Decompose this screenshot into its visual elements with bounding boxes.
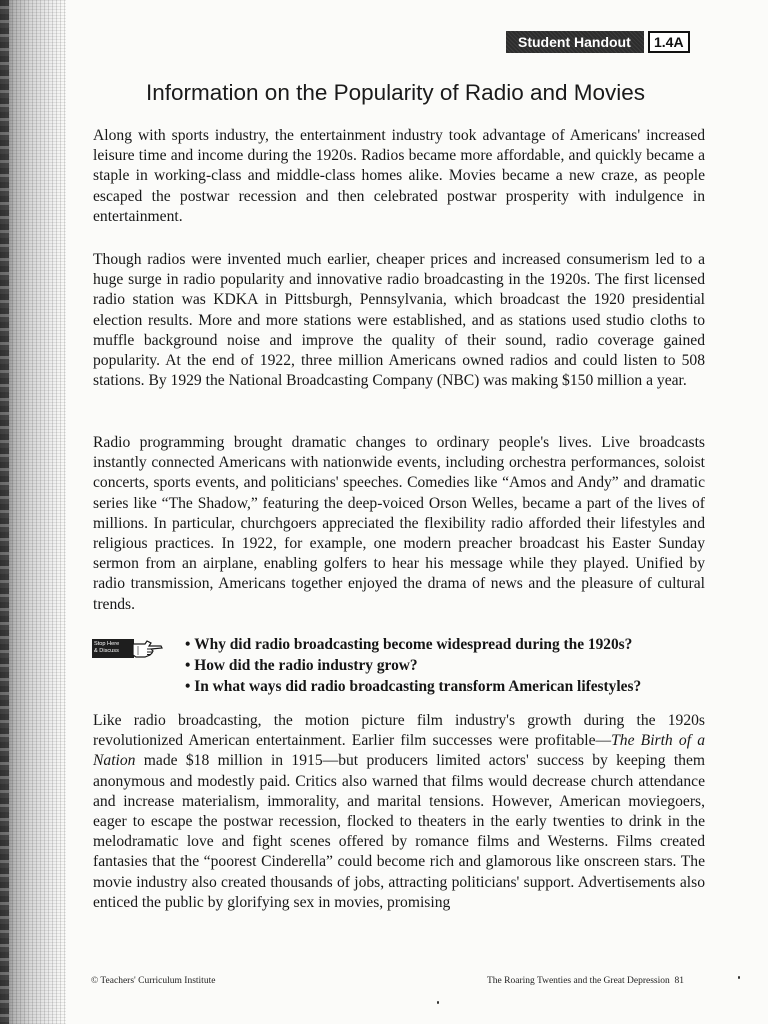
stop-and-discuss-badge: [92, 638, 164, 660]
scan-speck: [738, 976, 740, 979]
stop-badge-line2: & Discuss: [94, 647, 119, 654]
footer-book-title: The Roaring Twenties and the Great Depression: [487, 976, 670, 986]
footer-copyright: © Teachers' Curriculum Institute: [91, 976, 216, 986]
question-item: • How did the radio industry grow?: [185, 655, 641, 676]
paragraph-radio-programming: Radio programming brought dramatic changes to ordinary people's lives. Live broadcasts instantly connected Americans with nationwide events, including orchestra performances, soloist concerts, sports events, and politicians' speeches. Comedies like “Amos and Andy” and dramatic series like “The Shadow,” featuring the deep-voiced Orson Welles, became a part of the lives of millions. In particular, churchgoers appreciated the flexibility radio afforded their lifestyles and religious practices. In 1922, for example, one modern preacher broadcast his Easter Sunday sermon from an airplane, enabling golfers to hear his message while they played. Unified by radio transmission, Americans together enjoyed the drama of news and the pleasure of cultural trends.: [93, 434, 705, 613]
footer-book-info: [487, 976, 684, 986]
discussion-questions: [185, 634, 641, 697]
film-text-after: made $18 million in 1915—but producers limited actors' success by keeping them anonymous and modestly paid. Critics also warned that films would decrease church attendance and increase materialism, immorality, and marital tensions. However, American moviegoers, eager to escape the postwar recession, flocked to theaters in the early twenties to drink in the melodramatic love and fight scenes offered by romance films and Westerns. Films created fantasies that the “poorest Cinderella” could become rich and glamorous like onscreen stars. The movie industry also created thousands of jobs, attracting politicians' support. Advertisements also enticed the public by glorifying sex in movies, promising: [93, 752, 705, 911]
pointing-hand-icon: [132, 638, 164, 660]
question-item: • Why did radio broadcasting become widespread during the 1920s?: [185, 634, 641, 655]
scan-speck: [437, 1001, 439, 1004]
film-title: The Birth of a Nation: [93, 732, 705, 770]
paragraph-radio-history: Though radios were invented much earlier, cheaper prices and increased consumerism led to a huge surge in radio popularity and innovative radio broadcasting in the 1920s. The first licensed radio station was KDKA in Pittsburgh, Pennsylvania, which broadcast the 1920 presidential election results. More and more stations were established, and as stations used studio cloths to muffle background noise and improve the quality of their sound, radio coverage gained popularity. At the end of 1922, three million Americans owned radios and could listen to 508 stations. By 1929 the National Broadcasting Company (NBC) was making $150 million a year.: [93, 251, 705, 390]
stop-badge-line1: Stop Here: [94, 641, 120, 647]
binding-edge: [0, 0, 9, 1024]
footer-page-number: 81: [674, 976, 685, 986]
film-text-before: Like radio broadcasting, the motion picture film industry's growth during the 1920s revolutionized American entertainment. Earlier film successes were profitable—: [93, 712, 705, 750]
page-binding-shadow: [0, 0, 66, 1024]
handout-number: 1.4A: [648, 31, 690, 53]
stop-badge-label: [92, 639, 134, 658]
paragraph-intro: Along with sports industry, the entertainment industry took advantage of Americans' increased leisure time and income during the 1920s. Radios became more affordable, and quickly became a staple in working-class and middle-class homes alike. Movies became a new craze, as people escaped the postwar recession and then celebrated postwar prosperity with indulgence in entertainment.: [93, 127, 705, 225]
paragraph-film-industry: [93, 711, 705, 913]
question-item: • In what ways did radio broadcasting transform American lifestyles?: [185, 676, 641, 697]
page-title: Information on the Popularity of Radio and Movies: [146, 80, 646, 105]
handout-tag: [506, 31, 690, 53]
handout-label: Student Handout: [506, 31, 644, 53]
